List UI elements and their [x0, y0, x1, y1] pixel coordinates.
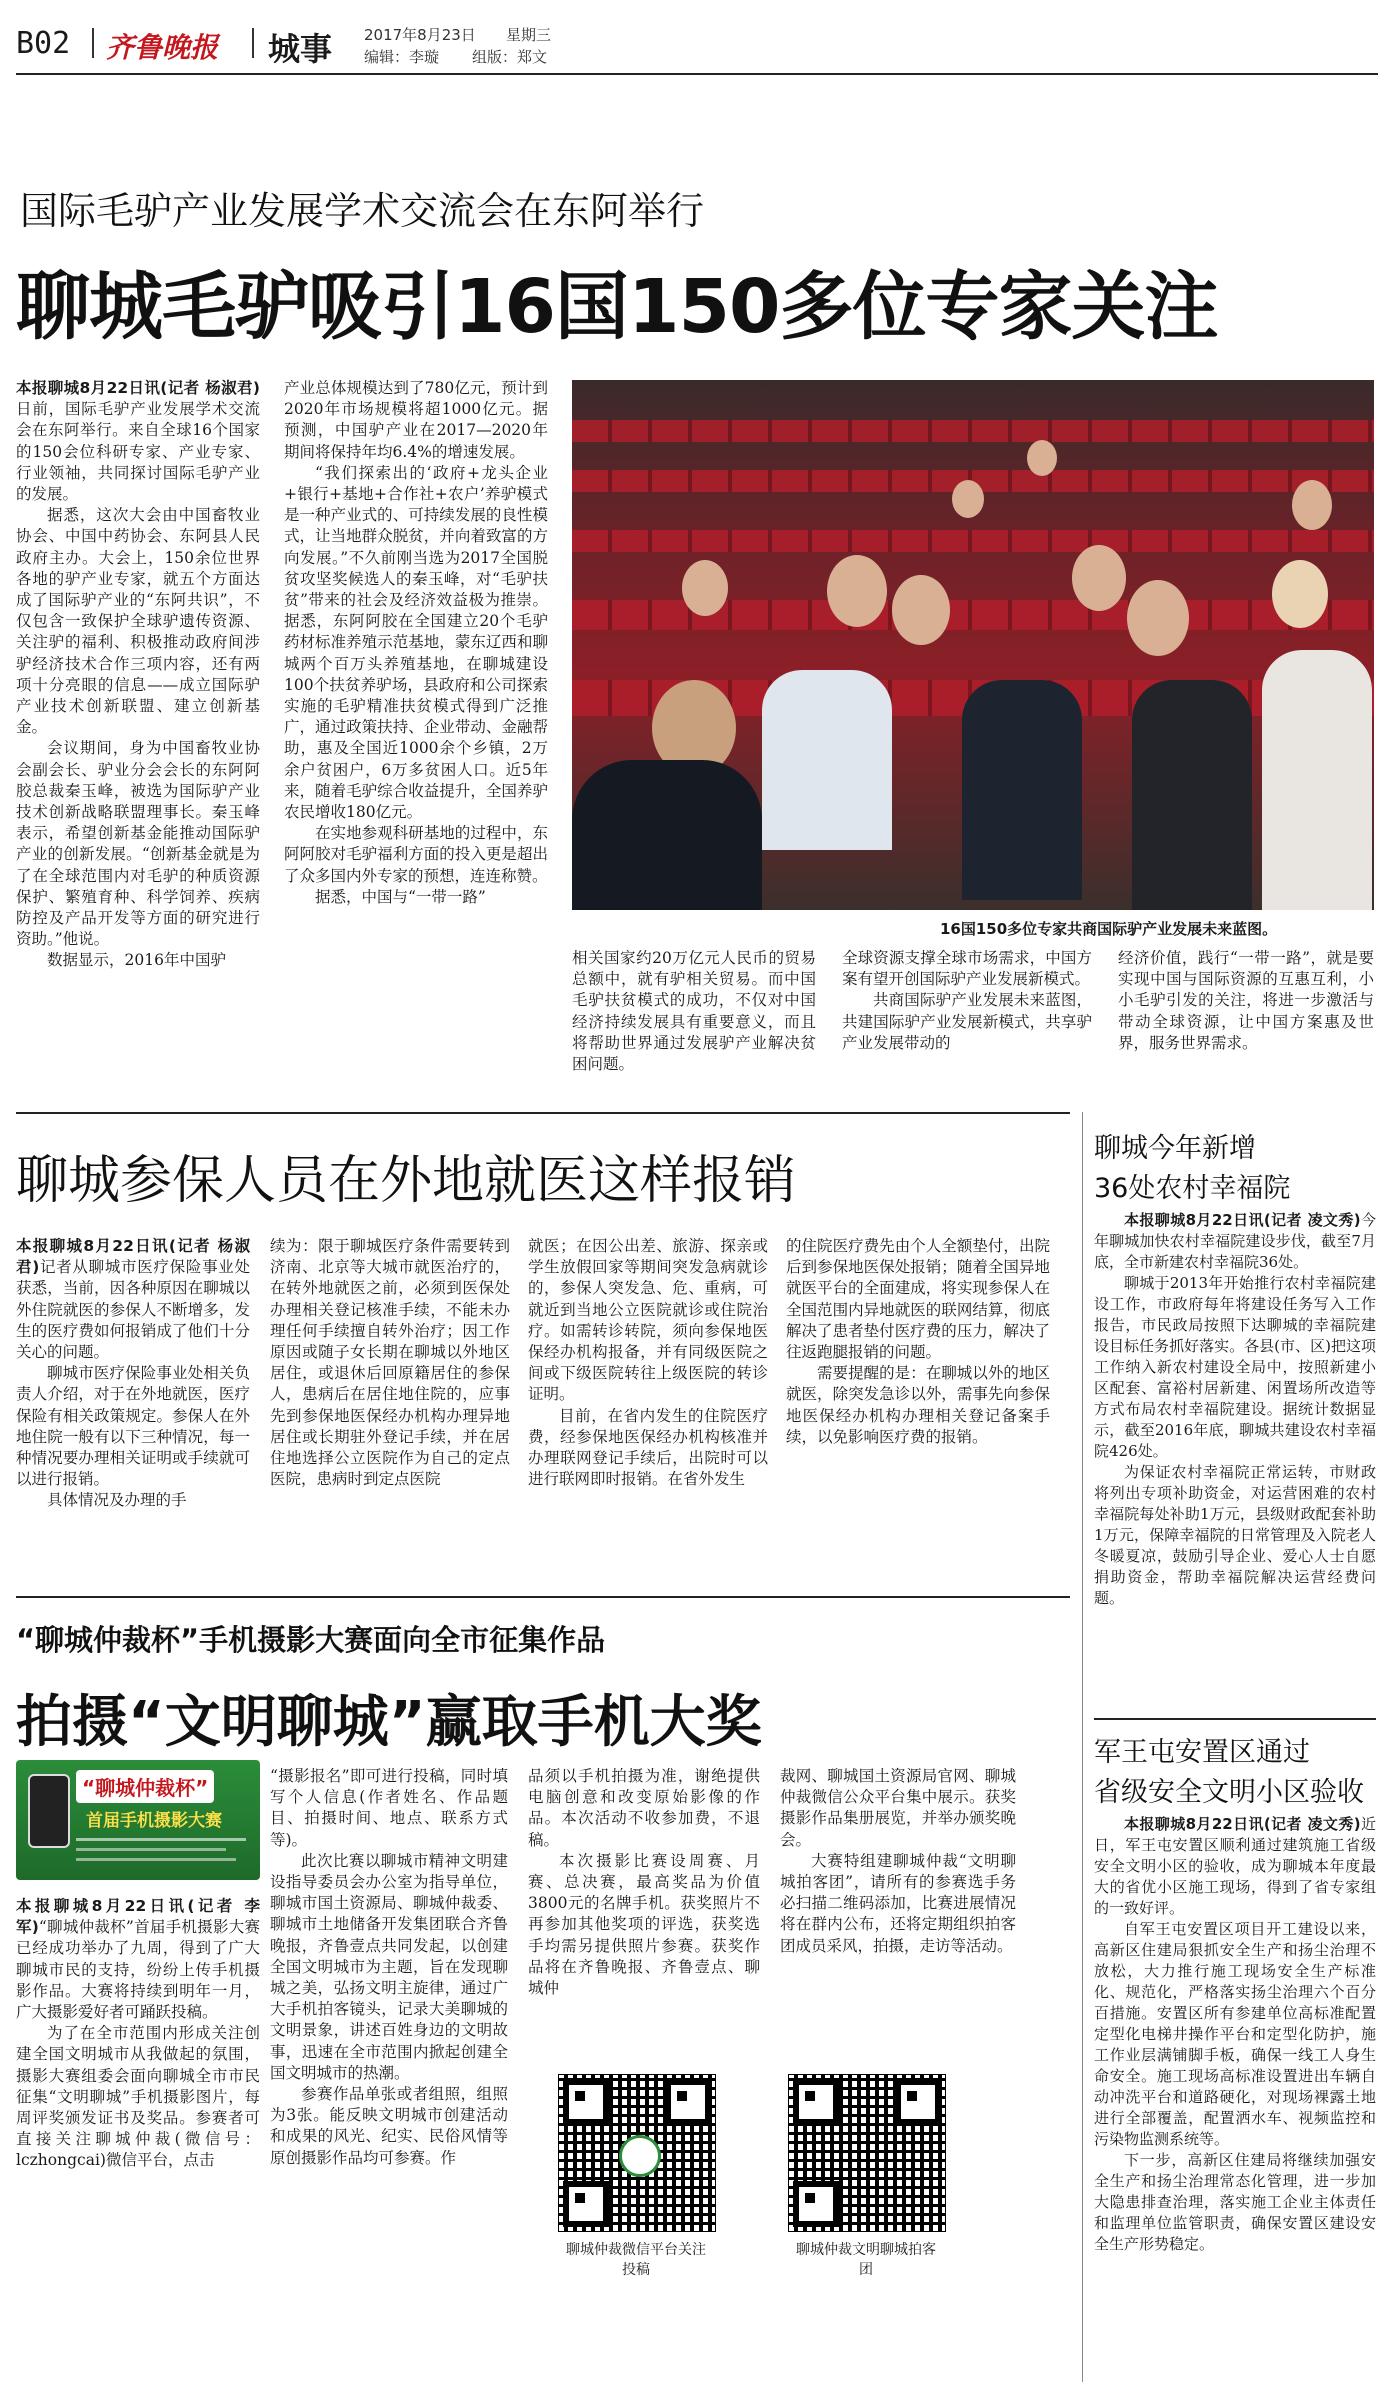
phone-icon — [28, 1774, 70, 1848]
sidebar2-headline-1: 军王屯安置区通过 — [1094, 1737, 1310, 1768]
story3-lead: 本报聊城8月22日讯(记者 李军) — [16, 1897, 260, 1937]
page-number: B02 — [16, 26, 71, 61]
story1-column-1: 本报聊城8月22日讯(记者 杨淑君)日前，国际毛驴产业发展学术交流会在东阿举行。来自全球16个国家的150会位科研专家、产业专家、行业领袖，共同探讨国际毛驴产业的发展。 据悉，这次大会由中国畜牧业协会、中国中药协会、东阿县人民政府主办。大会上，150余位世界各地的驴产业专家，就五个方面达成了国际驴产业的“东阿共识”，不仅包含一致保护全球驴遗传资源、关注驴的福利、积极推动政府间涉驴经济技术合作三项内容，还有两项十分亮眼的信息——成立国际驴产业技术创新联盟、建立创新基金。 会议期间，身为中国畜牧业协会副会长、驴业分会会长的东阿阿胶总裁秦玉峰，被选为国际驴产业技术创新战略联盟理事长。秦玉峰表示，希望创新基金能推动国际驴产业的创新发展。“创新基金就是为了在全球范围内对毛驴的种质资源保护、繁殖育种、科学饲养、疾病防控及产品开发等方面的研究进行资助。”他说。 数据显示，2016年中国驴 — [16, 379, 260, 970]
badge-subtitle: 首届手机摄影大赛 — [86, 1811, 222, 1831]
story1-column-3: 相关国家约20万亿元人民币的贸易总额中，就有驴相关贸易。而中国毛驴扶贫模式的成功，不仅对中国经济持续发展具有重要意义，而且将帮助世界通过发展驴产业解决贫困问题。 — [572, 949, 816, 1074]
photo-contest-badge — [16, 1760, 260, 1880]
qr-code-photographer-group[interactable] — [788, 2074, 946, 2232]
story1-column-4: 全球资源支撑全球市场需求，中国方案有望开创国际驴产业发展新模式。 共商国际驴产业发展未来蓝图，共建国际驴产业发展新模式，共享驴产业发展带动的 — [842, 949, 1092, 1052]
story2-column-4: 的住院医疗费先由个人全额垫付，出院后到参保地医保处报销；随着全国异地就医平台的全面建成，将实现参保人在全国范围内异地就医的联网结算，彻底解决了患者垫付医疗费的压力，解决了往返跑腿报销的问题。 需要提醒的是：在聊城以外的地区就医，除突发急诊以外，需事先向参保地医保经办机构办理相关登记备案手续，以免影响医疗费的报销。 — [786, 1237, 1050, 1446]
sidebar1-headline-1: 聊城今年新增 — [1094, 1133, 1256, 1164]
story2-column-2: 续为：限于聊城医疗条件需要转到济南、北京等大城市就医治疗的，在转外地就医之前，必须到医保处办理相关登记核准手续，不能未办理任何手续擅自转外治疗；因工作原因或随子女长期在聊城以外地区居住，或退休后回原籍居住的参保人，患病后在居住地住院的，应事先到参保地医保经办机构办理异地居住或长期驻外登记手续，并在居住地选择公立医院作为自己的定点医院，患病时到定点医院 — [270, 1237, 510, 1489]
story3-headline: 拍摄“文明聊城”赢取手机大奖 — [16, 1690, 762, 1755]
newspaper-logo: 齐鲁晚报 — [106, 31, 219, 64]
story3-column-2: “摄影报名”即可进行投稿，同时填写个人信息(作者姓名、作品题目、拍摄时间、地点、联系方式等)。 此次比赛以聊城市精神文明建设指导委员会办公室为指导单位，聊城市国土资源局、聊城仲裁委、聊城市土地储备开发集团联合齐鲁晚报，齐鲁壹点共同发起，以创建全国文明城市为主题，旨在发现聊城之美，弘扬文明主旋律，通过广大手机拍客镜头，记录大美聊城的文明景象，讲述百姓身边的文明故事，迅速在全市范围内掀起创建全国文明城市的热潮。 参赛作品单张或者组照，组照为3张。能反映文明城市创建活动和成果的风光、纪实、民俗风情等原创摄影作品均可参赛。作 — [270, 1767, 508, 2167]
sidebar-divider — [1082, 1112, 1083, 2382]
story2-headline: 聊城参保人员在外地就医这样报销 — [16, 1151, 797, 1211]
issue-weekday: 星期三 — [506, 26, 552, 44]
sidebar-rule — [1094, 1718, 1376, 1720]
layout-credit: 组版：郑文 — [472, 48, 548, 66]
story1-kicker: 国际毛驴产业发展学术交流会在东阿举行 — [20, 189, 705, 233]
sidebar2-headline-2: 省级安全文明小区验收 — [1094, 1777, 1364, 1808]
conference-photo — [572, 380, 1374, 910]
story2-column-1: 本报聊城8月22日讯(记者 杨淑君)记者从聊城市医疗保险事业处获悉，当前，因各种原因在聊城以外住院就医的参保人不断增多，发生的医疗费如何报销成了他们十分关心的问题。 聊城市医疗保险事业处相关负责人介绍，对于在外地就医，医疗保险有相关政策规定。参保人在外地住院一般有以下三种情况，每一种情况要办理相关证明或手续就可以进行报销。 具体情况及办理的手 — [16, 1237, 250, 1510]
badge-title: “聊城仲裁杯” — [76, 1770, 214, 1803]
story3-column-4: 裁网、聊城国土资源局官网、聊城仲裁微信公众平台集中展示。获奖摄影作品集册展览，并举办颁奖晚会。 大赛特组建聊城仲裁“文明聊城拍客团”，请所有的参赛选手务必扫描二维码添加，比赛进展情况将在群内公布，还将定期组织拍客团成员采风，拍摄，走访等活动。 — [780, 1767, 1016, 1955]
masthead-rule — [16, 73, 1378, 75]
sidebar1-headline-2: 36处农村幸福院 — [1094, 1173, 1291, 1204]
sidebar1-lead: 本报聊城8月22日讯(记者 凌文秀) — [1124, 1211, 1361, 1229]
photo-caption: 16国150多位专家共商国际驴产业发展未来蓝图。 — [940, 920, 1278, 938]
sidebar2-body: 本报聊城8月22日讯(记者 凌文秀)近日，军王屯安置区顺利通过建筑施工省级安全文明小区的验收，成为聊城本年度最大的省优小区施工现场，得到了省专家组的一致好评。 自军王屯安置区项目开工建设以来，高新区住建局狠抓安全生产和扬尘治理不放松，大力推行施工现场安全生产标准化、规范化，严格落实扬尘治理六个百分百措施。安置区所有参建单位高标准配置定型化电梯井操作平台和定型化防护，施工作业层满铺脚手板，确保一线工人身生命安全。施工现场高标准设置进出车辆自动冲洗平台和道路硬化，对现场裸露土地进行全部覆盖，配置洒水车、视频监控和污染物监测系统等。 下一步，高新区住建局将继续加强安全生产和扬尘治理常态化管理，进一步加大隐患排查治理，落实施工企业主体责任和监理单位监管职责，确保安置区建设安全生产形势稳定。 — [1094, 1815, 1376, 2253]
story2-lead: 本报聊城8月22日讯(记者 杨淑君) — [16, 1237, 250, 1277]
story1-rule — [16, 1112, 1070, 1114]
story1-column-2: 产业总体规模达到了780亿元，预计到2020年市场规模将超1000亿元。据预测，中国驴产业在2017—2020年期间将保持年均6.4%的增速发展。 “我们探索出的‘政府+龙头企业+银行+基地+合作社+农户’养驴模式是一种产业式的、可持续发展的良性模式，让当地群众脱贫，并向着致富的方向发展。”不久前刚当选为2017全国脱贫攻坚奖候选人的秦玉峰，对“毛驴扶贫”带来的社会及经济效益极为推崇。据悉，东阿阿胶在全国建立20个毛驴药材标准养殖示范基地，蒙东辽西和聊城两个百万头养殖基地，在聊城建设100个扶贫养驴场，县政府和公司探索实施的毛驴精准扶贫模式得到广泛推广，通过政策扶持、企业带动、金融帮助，惠及全国近1000余个乡镇，2万余户贫困户，6万多贫困人口。近5年来，随着毛驴综合收益提升，全国养驴农民增收180亿元。 在实地参观科研基地的过程中，东阿阿胶对毛驴福利方面的投入更是超出了众多国内外专家的预想，连连称赞。 据悉，中国与“一带一路” — [284, 379, 548, 906]
story2-column-3: 就医；在因公出差、旅游、探亲或学生放假回家等期间突发急病就诊的，参保人突发急、危、重病，可就近到当地公立医院就诊或住院治疗。如需转诊转院，须向参保地医保经办机构报备，并有同级医院之间或下级医院转往上级医院的转诊证明。 目前，在省内发生的住院医疗费，经参保地医保经办机构核准并办理联网登记手续后，出院时可以进行联网即时报销。在省外发生 — [528, 1237, 768, 1489]
story2-rule — [16, 1596, 1070, 1598]
sidebar1-body: 本报聊城8月22日讯(记者 凌文秀)今年聊城加快农村幸福院建设步伐，截至7月底，全市新建农村幸福院36处。 聊城于2013年开始推行农村幸福院建设工作，市政府每年将建设任务写入工作报告，市民政局按照下达聊城的幸福院建设目标任务抓好落实。各县(市、区)把这项工作纳入新农村建设全局中，按照新建小区配套、富裕村居新建、闲置场所改造等方式布局农村幸福院建设。据统计数据显示，截至2016年底，聊城共建设农村幸福院426处。 为保证农村幸福院正常运转，市财政将列出专项补助资金，对运营困难的农村幸福院每处补助1万元，县级财政配套补助1万元，保障幸福院的日常管理及入院老人冬暖夏凉，鼓励引导企业、爱心人士自愿捐助资金，帮助幸福院解决运营经费问题。 — [1094, 1211, 1376, 1607]
qr1-caption: 聊城仲裁微信平台关注投稿 — [566, 2242, 706, 2278]
issue-date: 2017年8月23日 — [364, 26, 476, 44]
sidebar2-lead: 本报聊城8月22日讯(记者 凌文秀) — [1124, 1815, 1361, 1833]
masthead-divider-2 — [252, 28, 254, 58]
story3-column-1: 本报聊城8月22日讯(记者 李军)“聊城仲裁杯”首届手机摄影大赛已经成功举办了九周，得到了广大聊城市民的支持，纷纷上传手机摄影作品。大赛将持续到明年一月，广大摄影爱好者可踊跃投稿。 为了在全市范围内形成关注创建全国文明城市从我做起的氛围，摄影大赛组委会面向聊城全市市民征集“文明聊城”手机摄影图片，每周评奖颁发证书及奖品。参赛者可直接关注聊城仲裁(微信号：lczhongcai)微信平台，点击 — [16, 1897, 260, 2170]
editor-credit: 编辑：李璇 — [364, 48, 440, 66]
qr2-caption: 聊城仲裁文明聊城拍客团 — [796, 2242, 936, 2278]
masthead-divider — [92, 28, 94, 58]
story1-column-5: 经济价值，践行“一带一路”，就是要实现中国与国际资源的互惠互利，小小毛驴引发的关注，将进一步激活与带动全球资源，让中国方案惠及世界，服务世界需求。 — [1118, 949, 1374, 1052]
masthead — [16, 22, 1378, 68]
story1-lead: 本报聊城8月22日讯(记者 杨淑君) — [16, 379, 260, 397]
story1-headline: 聊城毛驴吸引16国150多位专家关注 — [16, 264, 1218, 350]
section-name: 城事 — [268, 30, 333, 68]
qr-logo-icon — [619, 2135, 661, 2177]
story3-column-3: 品须以手机拍摄为准，谢绝提供电脑创意和改变原始影像的作品。本次活动不收参加费，不退稿。 本次摄影比赛设周赛、月赛、总决赛，最高奖品为价值3800元的名牌手机。获奖照片不再参加其他奖项的评选，获奖选手均需另提供照片参赛。获奖作品将在齐鲁晚报、齐鲁壹点、聊城仲 — [528, 1767, 760, 1998]
qr-code-wechat-platform[interactable] — [558, 2074, 716, 2232]
story3-kicker: “聊城仲裁杯”手机摄影大赛面向全市征集作品 — [16, 1623, 606, 1657]
